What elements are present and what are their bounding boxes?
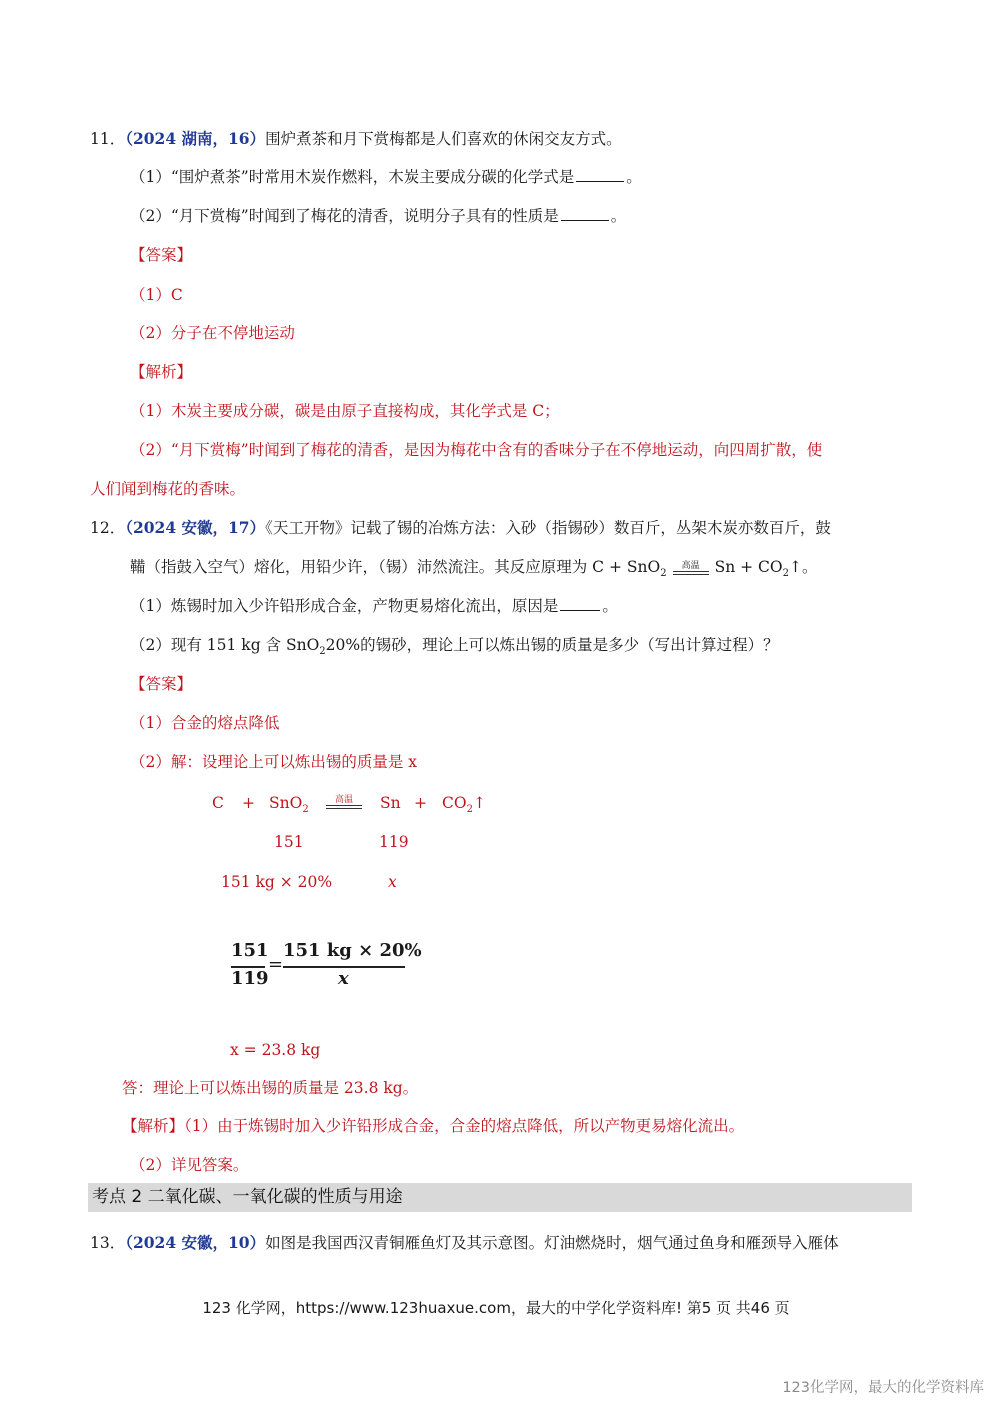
unknown-x: x [388, 873, 397, 891]
analysis-part2-line2: 人们闻到梅花的香味。 [90, 480, 246, 498]
given-mass: 151 kg × 20% [221, 873, 333, 891]
eq-plus: + [414, 794, 427, 812]
q12-stem-line2: 鞴（指鼓入空气）熔化，用铅少许，（锡）沛然流注。其反应原理为 C + SnO$_2$ 高温 $Sn + CO_2↑$。 [130, 558, 818, 579]
analysis-part1: （1）木炭主要成分碳，碳是由原子直接构成，其化学式是 C； [130, 402, 560, 420]
q12-part2: （2）现有 151 kg 含 SnO$_2$20%的锡砂，理论上可以炼出锡的质量是多少（写出计算过程）？ [130, 636, 779, 657]
analysis-part2: （2）详见答案。 [130, 1156, 249, 1174]
question-number: 11． [90, 130, 126, 148]
analysis-part1: 【解析】（1）由于炼锡时加入少许铅形成合金，合金的熔点降低，所以产物更易熔化流出。 [122, 1117, 745, 1135]
answer-part1: （1）合金的熔点降低 [130, 714, 280, 732]
answer-part1: （1）C [130, 286, 183, 304]
eq-condition: 高温 [326, 790, 362, 812]
conclusion: 答：理论上可以炼出锡的质量是 23.8 kg。 [122, 1079, 419, 1097]
eq-co2: $CO_2↑$ [442, 794, 486, 815]
ratio-equals: = [268, 954, 284, 975]
molar-mass-sn: 119 [379, 833, 409, 851]
watermark: 123化学网，最大的化学资料库 [782, 1380, 984, 1396]
answer-label: 【答案】 [130, 246, 193, 264]
answer-part2: （2）解：设理论上可以炼出锡的质量是 x [130, 753, 418, 771]
analysis-label: 【解析】 [130, 363, 193, 381]
question-source: （2024 安徽，10） [125, 1233, 266, 1252]
eq-sn: Sn [380, 794, 401, 812]
q13-stem-line [90, 1232, 839, 1254]
question-number: 13． [90, 1234, 126, 1252]
molar-mass-sno2: 151 [274, 833, 304, 851]
question-source: （2024 湖南，16） [125, 129, 266, 148]
result: x = 23.8 kg [230, 1041, 321, 1059]
answer-part2: （2）分子在不停地运动 [130, 324, 295, 342]
question-stem: 《天工开物》记载了锡的冶炼方法：入砂（指锡砂）数百斤，丛架木炭亦数百斤，鼓 [265, 519, 831, 537]
question-stem: 如图是我国西汉青铜雁鱼灯及其示意图。灯油燃烧时，烟气通过鱼身和雁颈导入雁体 [265, 1234, 839, 1252]
answer-blank [561, 206, 609, 221]
analysis-part2-line1: （2）“月下赏梅”时闻到了梅花的清香，是因为梅花中含有的香味分子在不停地运动，向四周扩散，使 [130, 441, 823, 459]
page-footer: 123 化学网，https://www.123huaxue.com，最大的中学化学资料库! 第5 页 共46 页 [202, 1299, 790, 1317]
q11-stem-line [90, 128, 622, 150]
reaction-condition: 高温 [673, 559, 709, 577]
q11-part1: （1）“围炉煮茶”时常用木炭作燃料，木炭主要成分碳的化学式是 。 [130, 168, 642, 186]
eq-c: C [212, 794, 224, 812]
q11-part2: （2）“月下赏梅”时闻到了梅花的清香，说明分子具有的性质是 。 [130, 207, 627, 225]
question-stem: 围炉煮茶和月下赏梅都是人们喜欢的休闲交友方式。 [265, 130, 622, 148]
section-heading: 考点 2 二氧化碳、一氧化碳的性质与用途 [88, 1183, 912, 1212]
question-source: （2024 安徽，17） [125, 518, 266, 537]
answer-blank [576, 167, 624, 182]
eq-plus: + [242, 794, 255, 812]
answer-label: 【答案】 [130, 675, 193, 693]
question-number: 12． [90, 519, 126, 537]
q12-part1: （1）炼锡时加入少许铅形成合金，产物更易熔化流出，原因是 。 [130, 597, 618, 615]
answer-blank [560, 596, 600, 611]
eq-sno2: SnO$_2$ [269, 794, 309, 815]
analysis-label: 【解析】 [122, 1117, 185, 1135]
q12-stem-line1 [90, 517, 831, 539]
